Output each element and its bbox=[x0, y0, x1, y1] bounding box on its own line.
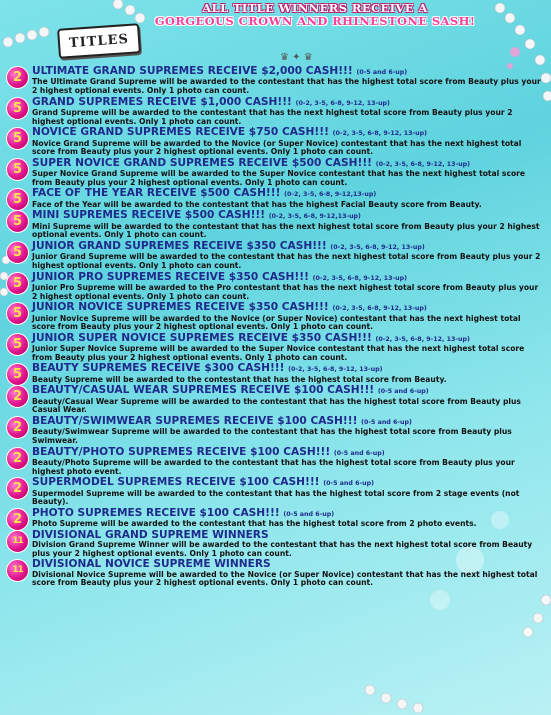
title-heading-text: SUPER NOVICE GRAND SUPREMES RECEIVE $500 CASH!!! bbox=[32, 156, 372, 169]
count-badge-icon: 2 bbox=[6, 447, 29, 470]
count-badge-icon: 2 bbox=[6, 416, 29, 439]
age-divisions: (0-5 and 6-up) bbox=[377, 388, 429, 396]
count-badge-icon: 11 bbox=[6, 559, 29, 582]
title-heading bbox=[32, 385, 546, 397]
age-divisions: (0-2, 3-5, 6-8, 9-12, 13-up) bbox=[295, 99, 390, 107]
count-badge-icon: 11 bbox=[6, 530, 29, 553]
age-divisions: (0-2, 3-5, 6-8, 9-12, 13-up) bbox=[332, 305, 427, 313]
title-list bbox=[6, 66, 546, 589]
title-description: Division Grand Supreme Winner will be awarded to the contestant that has the next highest total score from Beauty plus your 2 highest optional events. Only 1 photo can count. bbox=[32, 540, 533, 558]
age-divisions: (0-5 and 6-up) bbox=[323, 480, 374, 488]
title-entry bbox=[6, 385, 546, 415]
title-entry bbox=[6, 447, 546, 477]
title-entry bbox=[6, 333, 546, 363]
title-heading-text: NOVICE GRAND SUPREMES RECEIVE $750 CASH!!! bbox=[32, 126, 329, 139]
count-badge-icon: 5 bbox=[6, 127, 29, 150]
title-heading-text: DIVISIONAL NOVICE SUPREME WINNERS bbox=[32, 558, 271, 571]
count-badge-icon: 2 bbox=[6, 508, 29, 531]
title-description: Novice Grand Supreme will be awarded to the Novice (or Super Novice) contestant that has the next highest total score from Beauty plus your 2 highest optional events. Only 1 photo can count. bbox=[32, 138, 522, 157]
title-heading-text: SUPERMODEL SUPREMES RECEIVE $100 CASH!!! bbox=[32, 476, 320, 489]
title-entry bbox=[6, 66, 546, 96]
age-divisions: (0-2, 3-5, 6-8, 9-12,13-up) bbox=[268, 213, 361, 221]
count-badge-icon: 2 bbox=[6, 66, 29, 89]
titles-badge: TITLES bbox=[57, 23, 141, 59]
title-entry bbox=[6, 416, 546, 446]
title-description: The Ultimate Grand Supreme will be awarded to the contestant that has the highest total score from Beauty plus your 2 highest optional events. Only 1 photo can count. bbox=[32, 77, 541, 95]
title-description: Junior Pro Supreme will be awarded to the Pro contestant that has the next highest total score from Beauty plus your 2 highest optional events. Only 1 photo can count. bbox=[32, 282, 539, 301]
title-heading-text: MINI SUPREMES RECEIVE $500 CASH!!! bbox=[32, 209, 266, 222]
title-description: Supermodel Supreme will be awarded to the contestant that has the highest total score from 2 stage events (not Beauty). bbox=[32, 488, 520, 507]
crown-icon: ♛ ✦ ♛ bbox=[280, 52, 313, 63]
title-heading-text: ULTIMATE GRAND SUPREMES RECEIVE $2,000 CASH!!! bbox=[32, 65, 353, 77]
count-badge-icon: 5 bbox=[6, 158, 29, 181]
title-description: Face of the Year will be awarded to the contestant that has the highest Facial Beauty score from Beauty. bbox=[32, 199, 482, 209]
title-entry bbox=[6, 158, 546, 188]
count-badge-icon: 5 bbox=[6, 333, 29, 356]
title-heading bbox=[32, 127, 546, 139]
count-badge-icon: 5 bbox=[6, 97, 29, 120]
banner-line-2: GORGEOUS CROWN AND RHINESTONE SASH! bbox=[154, 14, 476, 28]
age-divisions: (0-5 and 6-up) bbox=[333, 449, 385, 457]
title-heading-text: BEAUTY/SWIMWEAR SUPREMES RECEIVE $100 CASH!!! bbox=[32, 414, 358, 427]
title-description: Super Novice Grand Supreme will be awarded to the Super Novice contestant that has the next highest total score from Beauty plus your 2 highest optional events. Only 1 photo can count. bbox=[32, 169, 526, 187]
title-heading-text: GRAND SUPREMES RECEIVE $1,000 CASH!!! bbox=[32, 95, 292, 108]
age-divisions: (0-2, 3-5, 6-8, 9-12,13-up) bbox=[284, 191, 377, 199]
title-heading bbox=[32, 559, 546, 570]
title-entry bbox=[6, 127, 546, 157]
title-description: Grand Supreme will be awarded to the contestant that has the next highest total score from Beauty plus your 2 highest optional events. Only 1 photo can count. bbox=[32, 108, 513, 126]
title-heading bbox=[32, 210, 546, 222]
title-description: Beauty/Casual Wear Supreme will be awarded to the contestant that has the highest total score from Beauty plus Casual Wear. bbox=[32, 396, 521, 415]
title-heading-text: BEAUTY/CASUAL WEAR SUPREMES RECEIVE $100 CASH!!! bbox=[32, 384, 375, 397]
title-heading bbox=[32, 477, 546, 489]
title-entry bbox=[6, 241, 546, 271]
title-heading-text: FACE OF THE YEAR RECEIVE $500 CASH!!! bbox=[32, 187, 281, 200]
title-description: Photo Supreme will be awarded to the contestant that has the highest total score from 2 photo events. bbox=[32, 519, 477, 529]
title-description: Beauty/Swimwear Supreme will be awarded to the contestant that has the highest total score from Beauty plus Swimwear. bbox=[32, 427, 512, 445]
count-badge-icon: 5 bbox=[6, 272, 29, 295]
title-heading-text: PHOTO SUPREMES RECEIVE $100 CASH!!! bbox=[32, 506, 280, 519]
title-entry bbox=[6, 559, 546, 588]
age-divisions: (0-2, 3-5, 6-8, 9-12, 13-up) bbox=[375, 160, 471, 168]
title-heading-text: DIVISIONAL GRAND SUPREME WINNERS bbox=[32, 528, 269, 541]
age-divisions: (0-2, 3-5, 6-8, 9-12, 13-up) bbox=[375, 335, 470, 343]
title-heading-text: BEAUTY SUPREMES RECEIVE $300 CASH!!! bbox=[32, 362, 285, 375]
count-badge-icon: 5 bbox=[6, 188, 29, 211]
title-heading bbox=[32, 302, 546, 314]
title-heading-text: BEAUTY/PHOTO SUPREMES RECEIVE $100 CASH!!! bbox=[32, 445, 331, 458]
age-divisions: (0-5 and 6-up) bbox=[356, 69, 408, 76]
age-divisions: (0-2, 3-5, 6-8, 9-12, 13-up) bbox=[332, 130, 427, 138]
age-divisions: (0-2, 3-5, 6-8, 9-12, 13-up) bbox=[288, 366, 383, 374]
age-divisions: (0-5 and 6-up) bbox=[283, 510, 335, 518]
title-description: Junior Novice Supreme will be awarded to the Novice (or Super Novice) contestant that has the next highest total score from Beauty plus your 2 highest optional events. Only 1 photo can count. bbox=[32, 313, 521, 332]
count-badge-icon: 2 bbox=[6, 385, 29, 408]
title-entry bbox=[6, 302, 546, 332]
title-entry bbox=[6, 508, 546, 529]
title-description: Junior Grand Supreme will be awarded to the contestant that has the next highest total score from Beauty plus your 2 highest optional events. Only 1 photo can count. bbox=[32, 252, 541, 270]
count-badge-icon: 5 bbox=[6, 241, 29, 264]
count-badge-icon: 5 bbox=[6, 302, 29, 325]
age-divisions: (0-2, 3-5, 6-8, 9-12, 13-up) bbox=[330, 243, 425, 251]
banner-line-1: ALL TITLE WINNERS RECEIVE A bbox=[202, 1, 428, 15]
title-description: Beauty Supreme will be awarded to the contestant that has the highest total score from Beauty. bbox=[32, 374, 447, 384]
title-heading-text: JUNIOR SUPER NOVICE SUPREMES RECEIVE $350 CASH!!! bbox=[32, 331, 372, 344]
title-heading-text: JUNIOR PRO SUPREMES RECEIVE $350 CASH!!! bbox=[32, 270, 309, 283]
count-badge-icon: 5 bbox=[6, 210, 29, 233]
count-badge-icon: 2 bbox=[6, 477, 29, 500]
title-description: Junior Super Novice Supreme will be awarded to the Super Novice contestant that has the next highest total score from Beauty plus your 2 highest optional events. Only 1 photo can count. bbox=[32, 344, 525, 362]
title-entry bbox=[6, 210, 546, 240]
count-badge-icon: 5 bbox=[6, 363, 29, 386]
age-divisions: (0-5 and 6-up) bbox=[361, 418, 412, 426]
header bbox=[0, 0, 551, 70]
title-entry bbox=[6, 477, 546, 507]
title-entry bbox=[6, 530, 546, 559]
title-heading-text: JUNIOR GRAND SUPREMES RECEIVE $350 CASH!!! bbox=[32, 239, 327, 252]
title-heading-text: JUNIOR NOVICE SUPREMES RECEIVE $350 CASH!!! bbox=[32, 301, 329, 314]
title-description: Beauty/Photo Supreme will be awarded to the contestant that has the highest total score from Beauty plus your highest photo event. bbox=[32, 457, 515, 476]
title-entry bbox=[6, 188, 546, 209]
title-heading bbox=[32, 363, 546, 375]
title-entry bbox=[6, 363, 546, 384]
title-entry bbox=[6, 272, 546, 302]
title-heading bbox=[32, 188, 546, 200]
age-divisions: (0-2, 3-5, 6-8, 9-12, 13-up) bbox=[312, 274, 407, 282]
title-description: Mini Supreme will be awarded to the contestant that has the next highest total score from Beauty plus your 2 highest optional events. Only 1 photo can count. bbox=[32, 221, 540, 240]
title-description: Divisional Novice Supreme will be awarded to the Novice (or Super Novice) contestant that has the next highest total score from Beauty plus your 2 highest optional events. Only 1 photo can count. bbox=[32, 569, 538, 588]
crown-banner bbox=[150, 2, 480, 28]
title-entry bbox=[6, 97, 546, 127]
